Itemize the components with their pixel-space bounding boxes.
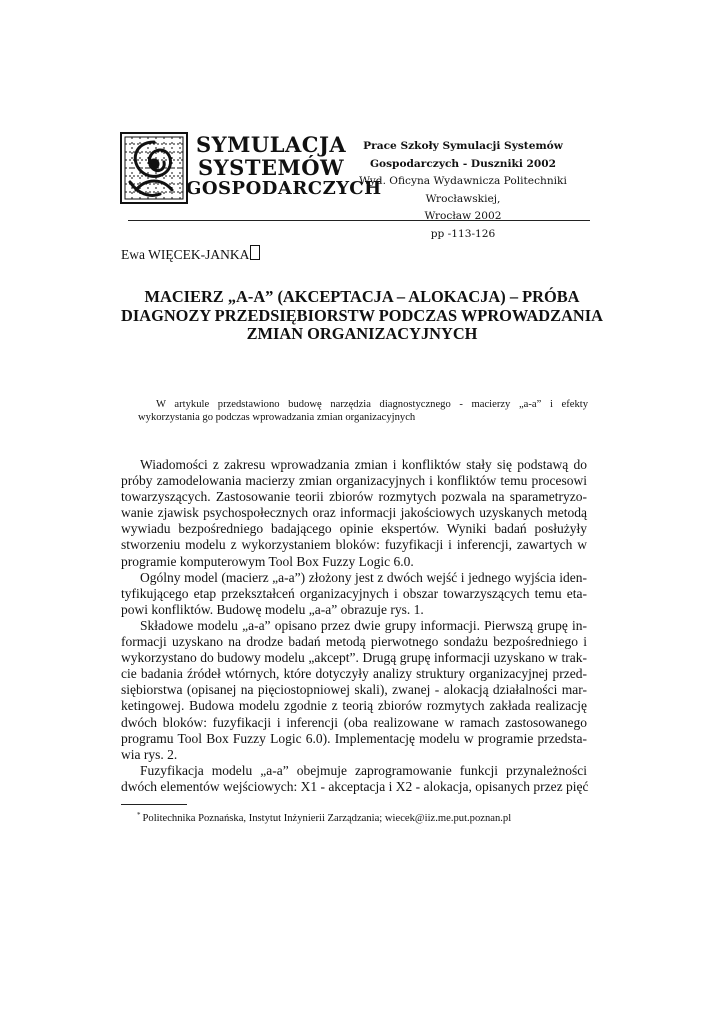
series-line-1: Prace Szkoły Symulacji Systemów [363,140,563,152]
body-line: ketingowej. Budowa modelu zgodnie z teorią zbiorów rozmytych zakłada realizację [121,698,587,714]
body-line: wywiadu bezpośredniego badającego opinie ekspertów. Wyniki badań posłużyły [121,521,587,537]
body-line: cie badania źródeł wtórnych, które dotyczyły analizy struktury organizacyjnej przed- [121,666,587,682]
footnote-text: Politechnika Poznańska, Instytut Inżynierii Zarządzania; wiecek@iiz.me.put.poznan.pl [142,813,512,824]
logo-wordmark [186,132,382,204]
body-line: programu Tool Box Fuzzy Logic 6.0). Implementację modelu w programie przedsta- [121,730,587,746]
conference-logo [120,132,382,204]
body-line: stworzeniu modelu z wykorzystaniem bloków: fuzyfikacji i inferencji, zawartych w [121,537,587,553]
body-line: wia rys. 2. [121,746,178,762]
body-line: wykorzystano do budowy modelu „akcept”. Drugą grupę informacji uzyskano w trak- [121,650,587,666]
body-line: towarzyszących. Zastosowanie teorii zbiorów rozmytych pozwala na sparametryzo- [121,489,587,505]
body-line: programie komputerowym Tool Box Fuzzy Logic 6.0. [121,553,414,569]
body-line: siębiorstwa (opisanej na pięciostopniowej skali), zwanej - alokacją działalności mar- [121,682,587,698]
body-line: Składowe modelu „a-a” opisano przez dwie grupy informacji. Pierwszą grupę in- [140,617,587,633]
body-text [121,457,587,795]
body-line: wanie zjawisk psychospołecznych oraz informacji jakościowych uzyskanych metodą [121,505,587,521]
abstract-line-2: wykorzystania go podczas wprowadzania zmian organizacyjnych [138,412,416,424]
abstract-line-1: W artykule przedstawiono budowę narzędzia diagnostycznego - macierzy „a-a” i efekty [156,399,588,410]
footnote [137,811,511,824]
header-divider [128,220,590,221]
author-name: Ewa WIĘCEK-JANKA [121,247,250,262]
series-line-2: Gospodarczych - Duszniki 2002 [369,157,557,170]
body-line: Wiadomości z zakresu wprowadzania zmian i konfliktów stały się podstawą do [140,457,587,472]
body-line: formacji uzyskano na drodze badań metodą pierwotnego sondażu bezpośredniego i [121,634,587,650]
body-line: dwóch bloków: fuzyfikacji i inferencji (oba realizowane w ramach zastosowanego [121,714,587,730]
body-line: dwóch elementów wejściowych: X1 - akceptacja i X2 - alokacja, opisanych przez pięć [121,778,589,794]
title-line-1: MACIERZ „A-A” (AKCEPTACJA – ALOKACJA) – PRÓBA [144,287,580,306]
paper-title [110,288,614,344]
body-line: próby zamodelowania macierzy zmian organizacyjnych i konfliktów temu procesowi [121,473,587,489]
logo-word-2: SYSTEMÓW [198,155,345,180]
footnote-marker-box [250,245,260,260]
logo-word-1: SYMULACJA [196,132,347,157]
footnote-divider [121,804,187,805]
title-line-2: DIAGNOZY PRZEDSIĘBIORSTW PODCZAS WPROWADZANIA [121,305,603,325]
celtic-knot-emblem-icon [120,132,188,204]
body-line: Ogólny model (macierz „a-a”) złożony jest z dwóch wejść i jednego wyjścia iden- [140,569,587,585]
body-line: Fuzyfikacja modelu „a-a” obejmuje zaprogramowanie funkcji przynależności [140,762,587,778]
publisher-line-2: Wrocław 2002 [424,210,502,223]
body-line: powi konfliktów. Budowę modelu „a-a” obrazuje rys. 1. [121,601,424,617]
page-range: pp -113-126 [430,227,496,240]
publication-info [332,138,594,244]
footnote-marker: * [137,811,141,819]
body-line: tyfikującego etap przekształceń organizacyjnych i obszar towarzyszących temu eta- [121,585,587,601]
abstract [138,398,588,424]
publisher-line-1: Wyd. Oficyna Wydawnicza Politechniki Wrocławskiej, [359,175,567,205]
author-line [121,245,260,263]
title-line-3: ZMIAN ORGANIZACYJNYCH [246,324,478,343]
logo-word-3: GOSPODARCZYCH [186,178,382,199]
